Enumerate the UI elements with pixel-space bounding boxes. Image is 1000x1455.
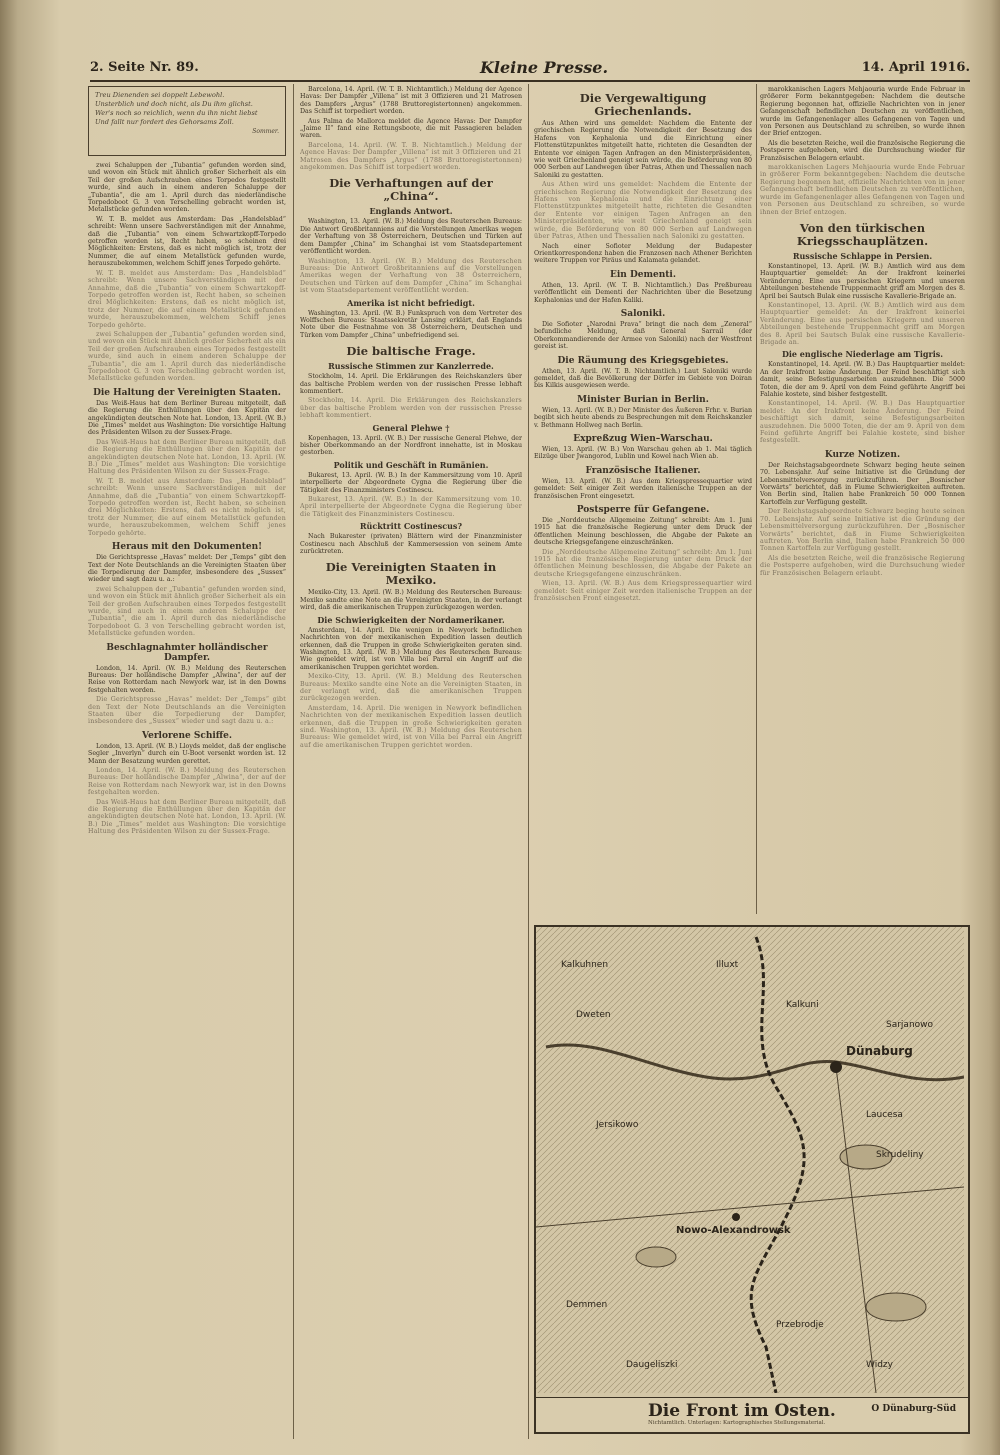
map-label: Przebrodje (776, 1320, 824, 1330)
map-label: Sarjanowo (886, 1020, 934, 1030)
article-text: Als die besetzten Reiche, weil die französische Regierung die Postsperre aufgehoben, wird die Durchsuchung wieder für Französischen Belagern erlaubt. (760, 554, 965, 577)
article-text: Kopenhagen, 13. April. (W. B.) Der russische General Plehwe, der bisher Oberkommando an der Nordfront innehatte, ist in Moskau gestorben. (300, 434, 522, 457)
article-text: Die Sofioter „Narodni Prava“ bringt die nach dem „Zeneral“ befundliche Meldung, daß General Sarrail (der Oberkommandierende der Armee von Saloniki) nach der Westfront gereist ist. (534, 320, 752, 351)
article-text: W. T. B. meldet aus Amsterdam: Das „Handelsblad“ schreibt: Wenn unsere Sachverständigen mit der Annahme, daß die „Tubantia“ von einem Schwartzkopff-Torpedo getroffen worden ist, Recht haben, so scheinen drei Möglichkeiten: Erstens, daß es nicht möglich ist, trotz der Nummer, die auf einem Metallstück gefunden wurde, herauszubekommen, welchem Schiff jenes Torpedo gehörte. (88, 477, 286, 537)
subheadline: Russische Stimmen zur Kanzlerrede. (328, 361, 494, 372)
article-text: Bukarest, 13. April. (W. B.) In der Kammersitzung vom 10. April interpellierte der Abgeordnete Cygna die Regierung über die Tätigkeit des Finanzministers Costinescu. (300, 496, 522, 518)
headline: Die Vereinigten Staaten in Mexiko. (325, 560, 497, 588)
map-label: Nowo-Alexandrowsk (676, 1225, 791, 1236)
headline: Ein Dementi. (610, 269, 676, 280)
article-text: zwei Schaluppen der „Tubantia“ gefunden worden sind, und wovon ein Stück mit ähnlich großer Sicherheit als ein Teil der großen Aufschrauben eines Torpedos festgestellt wurde, sind auch in einem anderen Schaluppe der „Tubantia“, die am 1. April durch das niederländische Torpedoboot G. 3 von Terschelling gebracht worden ist, Metallstücke gefunden worden. (88, 330, 286, 383)
article-text: Athen, 13. April. (W. T. B. Nichtamtlich.) Das Preßbureau veröffentlicht ein Dementi der Nachrichten über die Besetzung Kephalonias und der Hafen Kaliki. (534, 281, 752, 304)
map-label: Widzy (866, 1360, 893, 1370)
poem-line: Wer's noch so reichlich, wenn du ihn nicht liebst (95, 109, 258, 117)
headline: Expreßzug Wien–Warschau. (573, 434, 713, 444)
article-text: Barcelona, 14. April. (W. T. B. Nichtamtlich.) Meldung der Agence Havas: Der Dampfer „Villena“ ist mit 3 Offizieren und 21 Matrosen des Dampfers „Argus“ (1788 Bruttoregistertonnen) angekommen. Das Schiff ist torpediert worden. (300, 86, 522, 116)
article-text: Der Reichstagsabgeordnete Schwarz beging heute seinen 70. Lebensjahr. Auf seine Initiative ist die Gründung der Lebensmittelversorgung zurückzuführen. Der „Bosnischer Vorwärts“ berichtet, daß in Fiume Schwierigkeiten auftreten. Von Berlin sind, Italien habe Frankreich 50 000 Tonnen Kartoffeln zur Verfügung gestellt. (760, 508, 965, 553)
subheadline: Die Schwierigkeiten der Nordamerikaner. (317, 614, 505, 625)
poem-signature: Sommer. (252, 128, 279, 135)
issue-date: 14. April 1916. (861, 60, 970, 75)
headline: Französische Italiener. (585, 465, 701, 476)
page-number: 2. Seite Nr. 89. (90, 60, 199, 75)
map-label: Dünaburg (846, 1044, 913, 1058)
article-text: Nach einer Sofioter Meldung der Budapester Orientkorrespondenz haben die Franzosen nach Athener Berichten weitere Truppen vor Piräus und Kalamata gelandet. (534, 242, 752, 265)
article-text: Aus Athen wird uns gemeldet: Nachdem die Entente der griechischen Regierung die Notwendigkeit der Besetzung des Hafens von Kephalonia und die Einrichtung einer Flottenstützpunktes mitgeteilt hatte, richteten die Gesandten der Entente vor einigen Tagen Anfragen an den Ministerpräsidenten, wie weit Griechenland geneigt sein würde, die Beförderung von 80 000 Serben auf Landwegen über Patras, Athen und Thessalien nach Saloniki zu gestatten. (534, 120, 752, 179)
headline: Verlorene Schiffe. (141, 730, 233, 741)
article-text: Washington, 13. April. (W. B.) Meldung des Reuterschen Bureaus: Die Antwort Großbritanniens auf die Vorstellungen Amerikas wegen der Verhaftung von 38 Österreichern, Deutschen und Türken auf dem Dampfer „China“ im Schanghai ist vom Staatsdepartement veröffentlicht worden. (300, 218, 522, 256)
map-label: Daugeliszki (626, 1360, 678, 1370)
article-text: Wien, 13. April. (W. B.) Der Minister des Äußeren Frhr. v. Burian begibt sich heute abends zu Besprechungen mit dem Reichskanzler v. Bethmann Hollweg nach Berlin. (534, 406, 752, 429)
article-text: Mexiko-City, 13. April. (W. B.) Meldung des Reuterschen Bureaus: Mexiko sandte eine Note an die Vereinigten Staaten, in der verlangt wird, daß die amerikanischen Truppen zurückgezogen werden. (300, 673, 522, 703)
map-label: Dweten (576, 1010, 611, 1020)
poem-line: Und fallt nur fordert des Gehorsams Zoll. (95, 118, 234, 126)
article-text: Als die besetzten Reiche, weil die französische Regierung die Postsperre aufgehoben, wird die Durchsuchung wieder für Französischen Belagern erlaubt. (760, 139, 965, 162)
article-text: Stockholm, 14. April. Die Erklärungen des Reichskanzlers über das baltische Problem werden von der russischen Presse lebhaft kommentiert. (300, 397, 522, 420)
poem-line: Treu Dienenden sei doppelt Lebewohl. (95, 91, 225, 99)
article-text: Konstantinopel, 14. April. (W. B.) Das Hauptquartier meldet: An der Irakfront keine Änderung. Der Feind beschäftigt sich damit, seine Befestigungsarbeiten auszudehnen. Die 5000 Toten, die der am 9. April von dem Feind geführte Angriff bei Falahie kostete, sind bisher festgestellt. (760, 361, 965, 398)
article-text: London, 14. April. (W. B.) Meldung des Reuterschen Bureaus: Der holländische Dampfer „Alwina“, der auf der Reise von Rotterdam nach Newyork war, ist in den Downs festgehalten worden. (88, 767, 286, 797)
headline: Beschlagnahmter holländischer Dampfer. (106, 642, 268, 663)
article-text: Wien, 13. April. (W. B.) Von Warschau gehen ab 1. Mai täglich Eilzüge über Jwangorod, Lublin und Kowel nach Wien ab. (534, 446, 752, 461)
article-text: Konstantinopel, 13. April. (W. B.) Amtlich wird aus dem Hauptquartier gemeldet: An der Irakfront keinerlei Veränderung. Eine aus persischen Kriegern und unseren Abteilungen bestehende Truppenmacht griff am Morgen des 8. April bei Sautsch Bulak eine russische Kavallerie-Brigade an. (760, 301, 965, 346)
article-text: Amsterdam, 14. April. Die wenigen in Newyork befindlichen Nachrichten von der mexikanischen Expedition lassen deutlich erkennen, daß die Truppen in große Schwierigkeiten geraten sind. Washington, 13. April. (W. B.) Meldung des Reuterschen Bureaus: Wie gemeldet wird, ist von Villa bei Parral ein Angriff auf die amerikanischen Truppen gerichtet worden. (300, 626, 522, 671)
article-text: Wien, 13. April. (W. B.) Aus dem Kriegspressequartier wird gemeldet: Seit einiger Zeit werden italienische Truppen an der französischen Front eingesetzt. (534, 477, 752, 500)
article-text: marokkanischen Lagers Mehjaouria wurde Ende Februar in größerer Form bekanntgegeben: Nachdem die deutsche Regierung begonnen hat, offizielle Nachrichten von in jener Gefangenschaft befindlichen Deutschen zu veröffentlichen, wurde im Gefangenenlager alles Gefangenen von Tagen und von Personen aus Deutschland zu schreiben, so wurde ihnen der Brief entzogen. (760, 164, 965, 216)
city-marker-nowo-alexandrowsk (732, 1213, 740, 1221)
headline: Heraus mit den Dokumenten! (111, 542, 263, 553)
headline: Die baltische Frage. (346, 344, 476, 359)
page-header (90, 58, 970, 82)
column-1 (88, 86, 286, 1426)
subheadline: Die englische Niederlage am Tigris. (781, 349, 944, 360)
headline: Minister Burian in Berlin. (577, 394, 709, 405)
article-text: W. T. B. meldet aus Amsterdam: Das „Handelsblad“ schreibt: Wenn unsere Sachverständigen mit der Annahme, daß die „Tubantia“ von einem Schwartzkopff-Torpedo getroffen worden ist, Recht haben, so scheinen drei Möglichkeiten: Erstens, daß es nicht möglich ist, trotz der Nummer, die auf einem Metallstück gefunden wurde, herauszubekommen, welchem Schiff jenes Torpedo gehörte. (88, 215, 286, 268)
headline: Die Verhaftungen auf der „China“. (329, 176, 493, 204)
article-text: Die „Norddeutsche Allgemeine Zeitung“ schreibt: Am 1. Juni 1915 hat die französische Regierung unter dem Druck der öffentlichen Meinung beschlossen, die Abgabe der Pakete an deutsche Kriegsgefangene einzuschränken. (534, 517, 752, 547)
subheadline: Russische Schlappe in Persien. (792, 250, 933, 261)
map-label: Demmen (566, 1300, 608, 1310)
article-text: Der Reichstagsabgeordnete Schwarz beging heute seinen 70. Lebensjahr. Auf seine Initiative ist die Gründung der Lebensmittelversorgung zurückzuführen. Der „Bosnischer Vorwärts“ berichtet, daß in Fiume Schwierigkeiten auftreten. Von Berlin sind, Italien habe Frankreich 50 000 Tonnen Kartoffeln zur Verfügung gestellt. (760, 461, 965, 506)
article-text: Amsterdam, 14. April. Die wenigen in Newyork befindlichen Nachrichten von der mexikanischen Expedition lassen deutlich erkennen, daß die Truppen in große Schwierigkeiten geraten sind. Washington, 13. April. (W. B.) Meldung des Reuterschen Bureaus: Wie gemeldet wird, ist von Villa bei Parral ein Angriff auf die amerikanischen Truppen gerichtet worden. (300, 704, 522, 749)
column-rule (293, 84, 294, 1439)
headline: Postsperre für Gefangene. (576, 505, 710, 516)
map-subtitle: Nichtamtlich. Unterlagen: Kartographisches Stellungsmaterial. (648, 1420, 826, 1426)
article-text: Athen, 13. April. (W. T. B. Nichtamtlich.) Laut Saloniki wurde gemeldet, daß die Bevölkerung der Dörfer im Gebiete von Doiran bis Kilkis ausgewiesen werde. (534, 367, 752, 390)
article-text: Nach Bukarester (privaten) Blättern wird der Finanzminister Costinescu nach Abschluß der Kammersession von seinem Amte zurücktreten. (300, 533, 522, 556)
headline: Die Räumung des Kriegsgebietes. (557, 355, 729, 366)
map-caption (536, 1397, 968, 1432)
headline: Die Haltung der Vereinigten Staaten. (93, 387, 281, 398)
article-text: London, 14. April. (W. B.) Meldung des Reuterschen Bureaus: Der holländische Dampfer „Alwina“, der auf der Reise von Rotterdam nach Newyork war, ist in den Downs festgehalten worden. (88, 664, 286, 694)
subheadline: Amerika ist nicht befriedigt. (347, 297, 475, 308)
article-text: zwei Schaluppen der „Tubantia“ gefunden worden sind, und wovon ein Stück mit ähnlich großer Sicherheit als ein Teil der großen Aufschrauben eines Torpedos festgestellt wurde, sind auch in einem anderen Schaluppe der „Tubantia“, die am 1. April durch das niederländische Torpedoboot G. 3 von Terschelling gebracht worden ist, Metallstücke gefunden worden. (88, 162, 286, 214)
poem-line: Unsterblich und doch nicht, als Du ihm glichst. (95, 100, 253, 108)
column-2 (300, 86, 522, 1426)
subheadline: Rücktritt Costinescus? (359, 521, 463, 532)
article-text: Konstantinopel, 14. April. (W. B.) Das Hauptquartier meldet: An der Irakfront keine Änderung. Der Feind beschäftigt sich damit, seine Befestigungsarbeiten auszudehnen. Die 5000 Toten, die der am 9. April von dem Feind geführte Angriff bei Falahie kostete, sind bisher festgestellt. (760, 400, 965, 445)
subheadline: Politik und Geschäft in Rumänien. (333, 459, 489, 470)
article-text: zwei Schaluppen der „Tubantia“ gefunden worden sind, und wovon ein Stück mit ähnlich großer Sicherheit als ein Teil der großen Aufschrauben eines Torpedos festgestellt wurde, sind auch in einem anderen Schaluppe der „Tubantia“, die am 1. April durch das niederländische Torpedoboot G. 3 von Terschelling gebracht worden ist, Metallstücke gefunden worden. (88, 585, 286, 638)
terrain-hatching (536, 927, 964, 1393)
column-rule (528, 84, 529, 1439)
headline: Saloniki. (620, 308, 666, 319)
map-label: Kalkuni (786, 1000, 819, 1010)
article-text: Das Weiß-Haus hat dem Berliner Bureau mitgeteilt, daß die Regierung die Enthüllungen über den Kapitän der angekündigten deutschen Note hat. London, 13. April. (W. B.) Die „Times“ meldet aus Washington: Die vorsichtige Haltung des Präsidenten Wilson zu der Sussex-Frage. (88, 798, 286, 836)
map-label: Skrudeliny (876, 1150, 924, 1160)
lake (866, 1293, 926, 1321)
headline: Von den türkischen Kriegsschauplätzen. (796, 220, 929, 248)
column-3 (534, 86, 752, 886)
map-legend: O Dünaburg-Süd (871, 1404, 956, 1414)
article-text: Aus Athen wird uns gemeldet: Nachdem die Entente der griechischen Regierung die Notwendigkeit der Besetzung des Hafens von Kephalonia und die Einrichtung einer Flottenstützpunktes mitgeteilt hatte, richteten die Gesandten der Entente vor einigen Tagen Anfragen an den Ministerpräsidenten, wie weit Griechenland geneigt sein würde, die Beförderung von 80 000 Serben auf Landwegen über Patras, Athen und Thessalien nach Saloniki zu gestatten. (534, 181, 752, 241)
article-text: Das Weiß-Haus hat dem Berliner Bureau mitgeteilt, daß die Regierung die Enthüllungen über den Kapitän der angekündigten deutschen Note hat. London, 13. April. (W. B.) Die „Times“ meldet aus Washington: Die vorsichtige Haltung des Präsidenten Wilson zu der Sussex-Frage. (88, 399, 286, 437)
article-text: Konstantinopel, 13. April. (W. B.) Amtlich wird aus dem Hauptquartier gemeldet: An der Irakfront keinerlei Veränderung. Eine aus persischen Kriegern und unseren Abteilungen bestehende Truppenmacht griff am Morgen des 8. April bei Sautsch Bulak eine russische Kavallerie-Brigade an. (760, 262, 965, 300)
subheadline: Englands Antwort. (369, 206, 453, 217)
article-text: Die Gerichtspresse „Havas“ meldet: Der „Temps“ gibt den Text der Note Deutschlands an die Vereinigten Staaten über die Torpedierung der Dampfer, insbesondere des „Sussex“ wieder und sagt dazu u. a.: (88, 696, 286, 726)
city-marker-duenaburg (830, 1061, 842, 1073)
article-text: Stockholm, 14. April. Die Erklärungen des Reichskanzlers über das baltische Problem werden von der russischen Presse lebhaft kommentiert. (300, 373, 522, 395)
article-text: London, 13. April. (W. B.) Lloyds meldet, daß der englische Segler „Inverlyn“ durch ein U-Boot versenkt worden ist. 12 Mann der Besatzung wurden gerettet. (88, 742, 286, 765)
article-text: Die Gerichtspresse „Havas“ meldet: Der „Temps“ gibt den Text der Note Deutschlands an die Vereinigten Staaten über die Torpedierung der Dampfer, insbesondere des „Sussex“ wieder und sagt dazu u. a.: (88, 554, 286, 584)
lake (636, 1247, 676, 1267)
map-label: Laucesa (866, 1110, 903, 1120)
article-text: Mexiko-City, 13. April. (W. B.) Meldung des Reuterschen Bureaus: Mexiko sandte eine Note an die Vereinigten Staaten, in der verlangt wird, daß die amerikanischen Truppen zurückgezogen werden. (300, 589, 522, 612)
article-text: Aus Palma de Mallorca meldet die Agence Havas: Der Dampfer „Jaime II“ fand eine Rettungsboote, die mit Passagieren beladen waren. (300, 117, 522, 140)
article-text: Die „Norddeutsche Allgemeine Zeitung“ schreibt: Am 1. Juni 1915 hat die französische Regierung unter dem Druck der öffentlichen Meinung beschlossen, die Abgabe der Pakete an deutsche Kriegsgefangene einzuschränken. (534, 548, 752, 578)
column-4 (760, 86, 965, 886)
map-label: Illuxt (716, 960, 739, 970)
article-text: W. T. B. meldet aus Amsterdam: Das „Handelsblad“ schreibt: Wenn unsere Sachverständigen mit der Annahme, daß die „Tubantia“ von einem Schwartzkopff-Torpedo getroffen worden ist, Recht haben, so scheinen drei Möglichkeiten: Erstens, daß es nicht möglich ist, trotz der Nummer, die auf einem Metallstück gefunden wurde, herauszubekommen, welchem Schiff jenes Torpedo gehörte. (88, 269, 286, 329)
headline: Die Vergewaltigung Griechenlands. (579, 91, 707, 118)
subheadline: General Plehwe † (372, 422, 450, 433)
article-text: Wien, 13. April. (W. B.) Aus dem Kriegspressequartier wird gemeldet: Seit einiger Zeit werden italienische Truppen an der französischen Front eingesetzt. (534, 580, 752, 603)
article-text: Washington, 13. April. (W. B.) Meldung des Reuterschen Bureaus: Die Antwort Großbritanniens auf die Vorstellungen Amerikas wegen der Verhaftung von 38 Österreichern, Deutschen und Türken auf dem Dampfer „China“ im Schanghai ist vom Staatsdepartement veröffentlicht worden. (300, 257, 522, 295)
map-drawing (536, 927, 964, 1393)
map-title: Die Front im Osten. (648, 1401, 836, 1421)
headline: Kurze Notizen. (824, 449, 901, 460)
map-label: Jersikowo (596, 1120, 639, 1130)
article-text: marokkanischen Lagers Mehjaouria wurde Ende Februar in größerer Form bekanntgegeben: Nachdem die deutsche Regierung begonnen hat, offizielle Nachrichten von in jener Gefangenschaft befindlichen Deutschen zu veröffentlichen, wurde im Gefangenenlager alles Gefangenen von Tagen und von Personen aus Deutschland zu schreiben, so wurde ihnen der Brief entzogen. (760, 86, 965, 138)
article-text: Bukarest, 13. April. (W. B.) In der Kammersitzung vom 10. April interpellierte der Abgeordnete Cygna die Regierung über die Tätigkeit des Finanzministers Costinescu. (300, 471, 522, 494)
memorial-poem (88, 86, 286, 156)
article-text: Barcelona, 14. April. (W. T. B. Nichtamtlich.) Meldung der Agence Havas: Der Dampfer „Villena“ ist mit 3 Offizieren und 21 Matrosen des Dampfers „Argus“ (1788 Bruttoregistertonnen) angekommen. Das Schiff ist torpediert worden. (300, 141, 522, 172)
column-rule (756, 84, 757, 914)
newspaper-title: Kleine Presse. (480, 58, 609, 77)
article-text: Das Weiß-Haus hat dem Berliner Bureau mitgeteilt, daß die Regierung die Enthüllungen über den Kapitän der angekündigten deutschen Note hat. London, 13. April. (W. B.) Die „Times“ meldet aus Washington: Die vorsichtige Haltung des Präsidenten Wilson zu der Sussex-Frage. (88, 438, 286, 476)
article-text: Washington, 13. April. (W. B.) Funkspruch von dem Vertreter des Wolffschen Bureaus: Staatssekretär Lansing erklärt, daß Englands Note über die Festnahme von 38 Österreichern, Deutschen und Türken vom Dampfer „China“ unbefriedigend sei. (300, 309, 522, 339)
front-map (534, 925, 970, 1434)
map-label: Kalkuhnen (561, 960, 609, 970)
